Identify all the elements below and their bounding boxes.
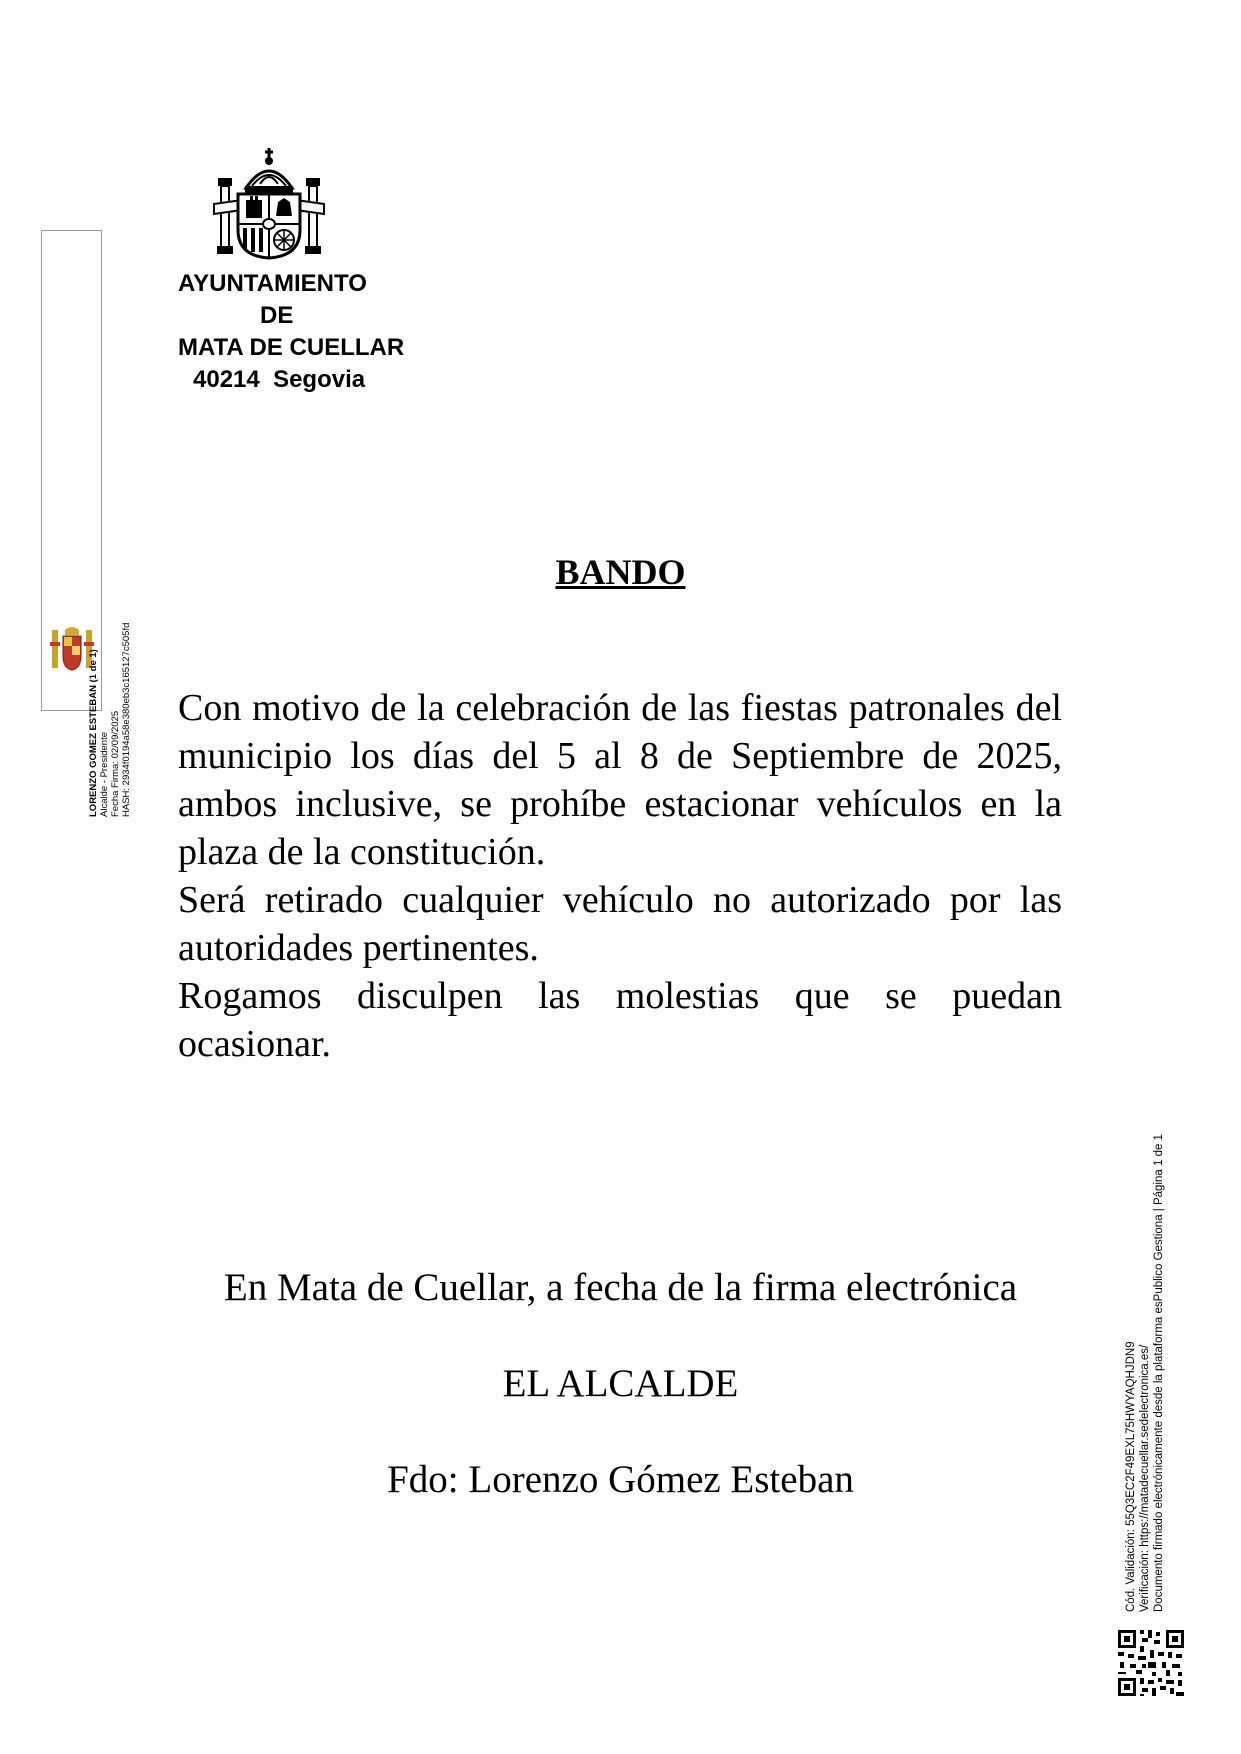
body-paragraph: Será retirado cualquier vehículo no autorizado por las autoridades pertinentes. [178,879,1062,969]
validation-code: Cód. Validación: 55Q3EC2F49EXL75HWYAQHJDN9 [1125,1341,1137,1612]
verification-url: Verificación: https://matadecuellar.sedelectronica.es/ [1139,1344,1151,1612]
signature-stamp [41,230,132,817]
org-address: 40214 Segovia [193,366,366,393]
document-title: BANDO [555,552,686,592]
signer-name: LORENZO GOMEZ ESTEBAN (1 de 1) [88,649,99,817]
signature-date: Fecha Firma: 02/09/2025 [110,710,121,817]
signature-hash: HASH: 2934f0194a58e380eb3c165127c505fd [121,622,132,817]
qr-code-icon [1116,1628,1186,1698]
signature-stamp-text [88,597,136,817]
signer-role: Alcalde - Presidente [99,731,110,817]
place-date-line: En Mata de Cuellar, a fecha de la firma electrónica [223,1266,1018,1309]
org-name-line3: MATA DE CUELLAR [178,334,405,361]
body-paragraph: Con motivo de la celebración de las fiestas patronales del municipio los días del 5 al 8 de Septiembre de 2025, ambos inclusive, se prohíbe estacionar vehículos en la plaza de la constitución. [178,687,1062,873]
verification-text [1124,1092,1168,1612]
signer-title: EL ALCALDE [502,1362,739,1405]
spain-coat-of-arms-icon [212,148,326,260]
org-name-line2: DE [260,302,294,329]
platform-note: Documento firmado electrónicamente desde la plataforma esPublico Gestiona | Página 1 de 1 [1153,1134,1165,1612]
body-paragraph: Rogamos disculpen las molestias que se puedan ocasionar. [178,975,1062,1065]
signed-by: Fdo: Lorenzo Gómez Esteban [387,1458,854,1501]
organization-header [178,268,438,396]
org-name-line1: AYUNTAMIENTO [178,270,367,297]
document-body [178,684,1062,1068]
